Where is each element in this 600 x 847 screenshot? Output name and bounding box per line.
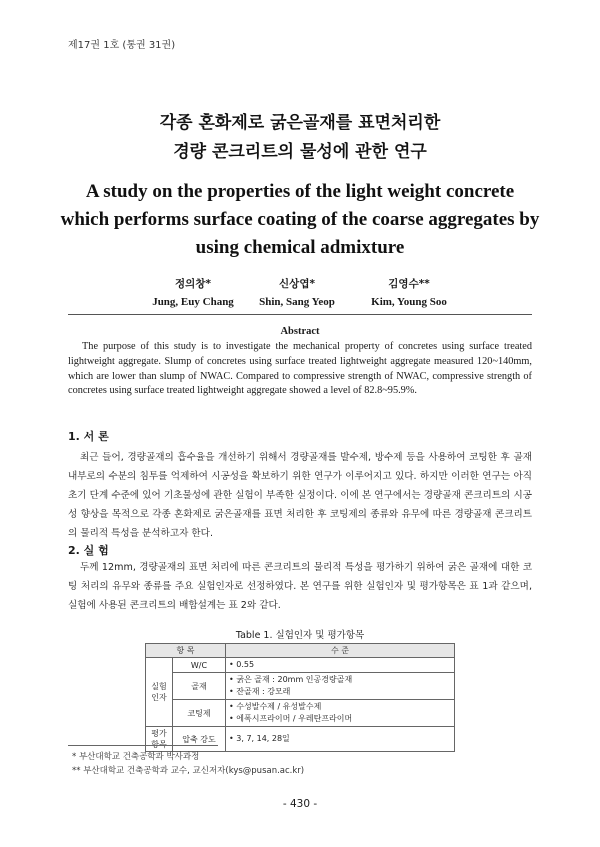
table-level-line: • 수성발수제 / 유성발수제 [229,702,322,711]
author-name-ko: 신상엽* [279,278,315,290]
table-row [146,673,455,700]
author-name-en: Shin, Sang Yeop [259,296,335,308]
table-row [146,658,455,673]
section-heading-experiment: 2. 실 험 [68,544,109,557]
divider [68,314,532,315]
table-cell-item: 압축 강도 [173,727,226,752]
table-caption: Table 1. 실험인자 및 평가항목 [235,630,365,641]
abstract-heading: Abstract [280,326,320,337]
table-row [146,727,455,752]
footnote-divider [68,745,218,746]
page-number: - 430 - [282,798,318,810]
section-heading-introduction: 1. 서 론 [68,430,109,443]
table-header-row [146,644,455,658]
experiment-factor-table [145,643,455,752]
table-cell-item: W/C [173,658,226,673]
table-cell-level [226,673,455,700]
table-group-label: 평가 항목 [146,727,173,752]
journal-header: 제17권 1호 (통권 31권) [68,40,176,51]
table-cell-level [226,658,455,673]
table-level-line: • 잔골재 : 강모래 [229,687,291,696]
table-cell-item: 골재 [173,673,226,700]
author [334,276,484,308]
author-name-en: Jung, Euy Chang [152,296,234,308]
author-name-ko: 김영수** [388,278,430,290]
title-korean-line1: 각종 혼화제로 굵은골재를 표면처리한 [159,113,441,133]
table-level-line: • 에폭시프라이머 / 우레탄프라이머 [229,714,353,723]
table-level-line: • 굵은 골재 : 20mm 인공경량골재 [229,675,353,684]
table-cell-item: 코팅제 [173,700,226,727]
table-cell-level [226,727,455,752]
table-header-item: 항 목 [146,644,226,658]
table-level-line: • 3, 7, 14, 28일 [229,734,290,743]
table-header-level: 수 준 [226,644,455,658]
title-english: A study on the properties of the light weight concrete which performs surface coating of the coarse aggregates by using chemical admixture [60,181,540,258]
table-level-line: • 0.55 [229,660,255,669]
section-text-introduction: 최근 들어, 경량골재의 흡수율을 개선하기 위해서 경량골재를 발수제, 방수제 등을 사용하여 코팅한 후 골재 내부로의 수분의 침투를 억제하여 시공성을 확보하기 위한 연구가 이루어지고 있다. 하지만 이러한 연구는 아직 초기 단계 수준에 있어 기초물성에 관한 실험이 부족한 실정이다. 이에 본 연구에서는 경량골재 콘크리트의 시공성 향상을 목적으로 각종 혼화제로 굵은골재를 표면 처리한 후 코팅제의 종류와 유무에 따른 경량골재 콘크리트의 물리적 특성을 분석하고자 한다. [68,452,532,539]
title-korean-line2: 경량 콘크리트의 물성에 관한 연구 [173,142,427,162]
footnote: * 부산대학교 건축공학과 박사과정 [72,752,200,762]
abstract-text: The purpose of this study is to investigate the mechanical property of concretes using surface treated lightweight aggregate. Slump of concretes using surface treated lightweight aggregate measured 120~140mm, which are lower than slump of NWAC. Compared to compressive strength of NWAC, compressive strength of concretes using surface treated lightweight aggregate showed a level of 82.8~95.9%. [68,341,532,397]
table-row [146,700,455,727]
author-name-en: Kim, Young Soo [371,296,447,308]
table-group-label: 실험 인자 [146,658,173,727]
footnote: ** 부산대학교 건축공학과 교수, 교신저자(kys@pusan.ac.kr) [72,766,305,776]
section-text-experiment: 두께 12mm, 경량골재의 표면 처리에 따른 콘크리트의 물리적 특성을 평가하기 위하여 굵은 골재에 대한 코팅 처리의 유무와 종류를 주요 실험인자로 선정하였다. 본 연구를 위한 실험인자 및 평가항목은 표 1과 같으며, 실험에 사용된 콘크리트의 배합설계는 표 2와 같다. [68,562,532,611]
table-cell-level [226,700,455,727]
author-name-ko: 정의창* [175,278,211,290]
